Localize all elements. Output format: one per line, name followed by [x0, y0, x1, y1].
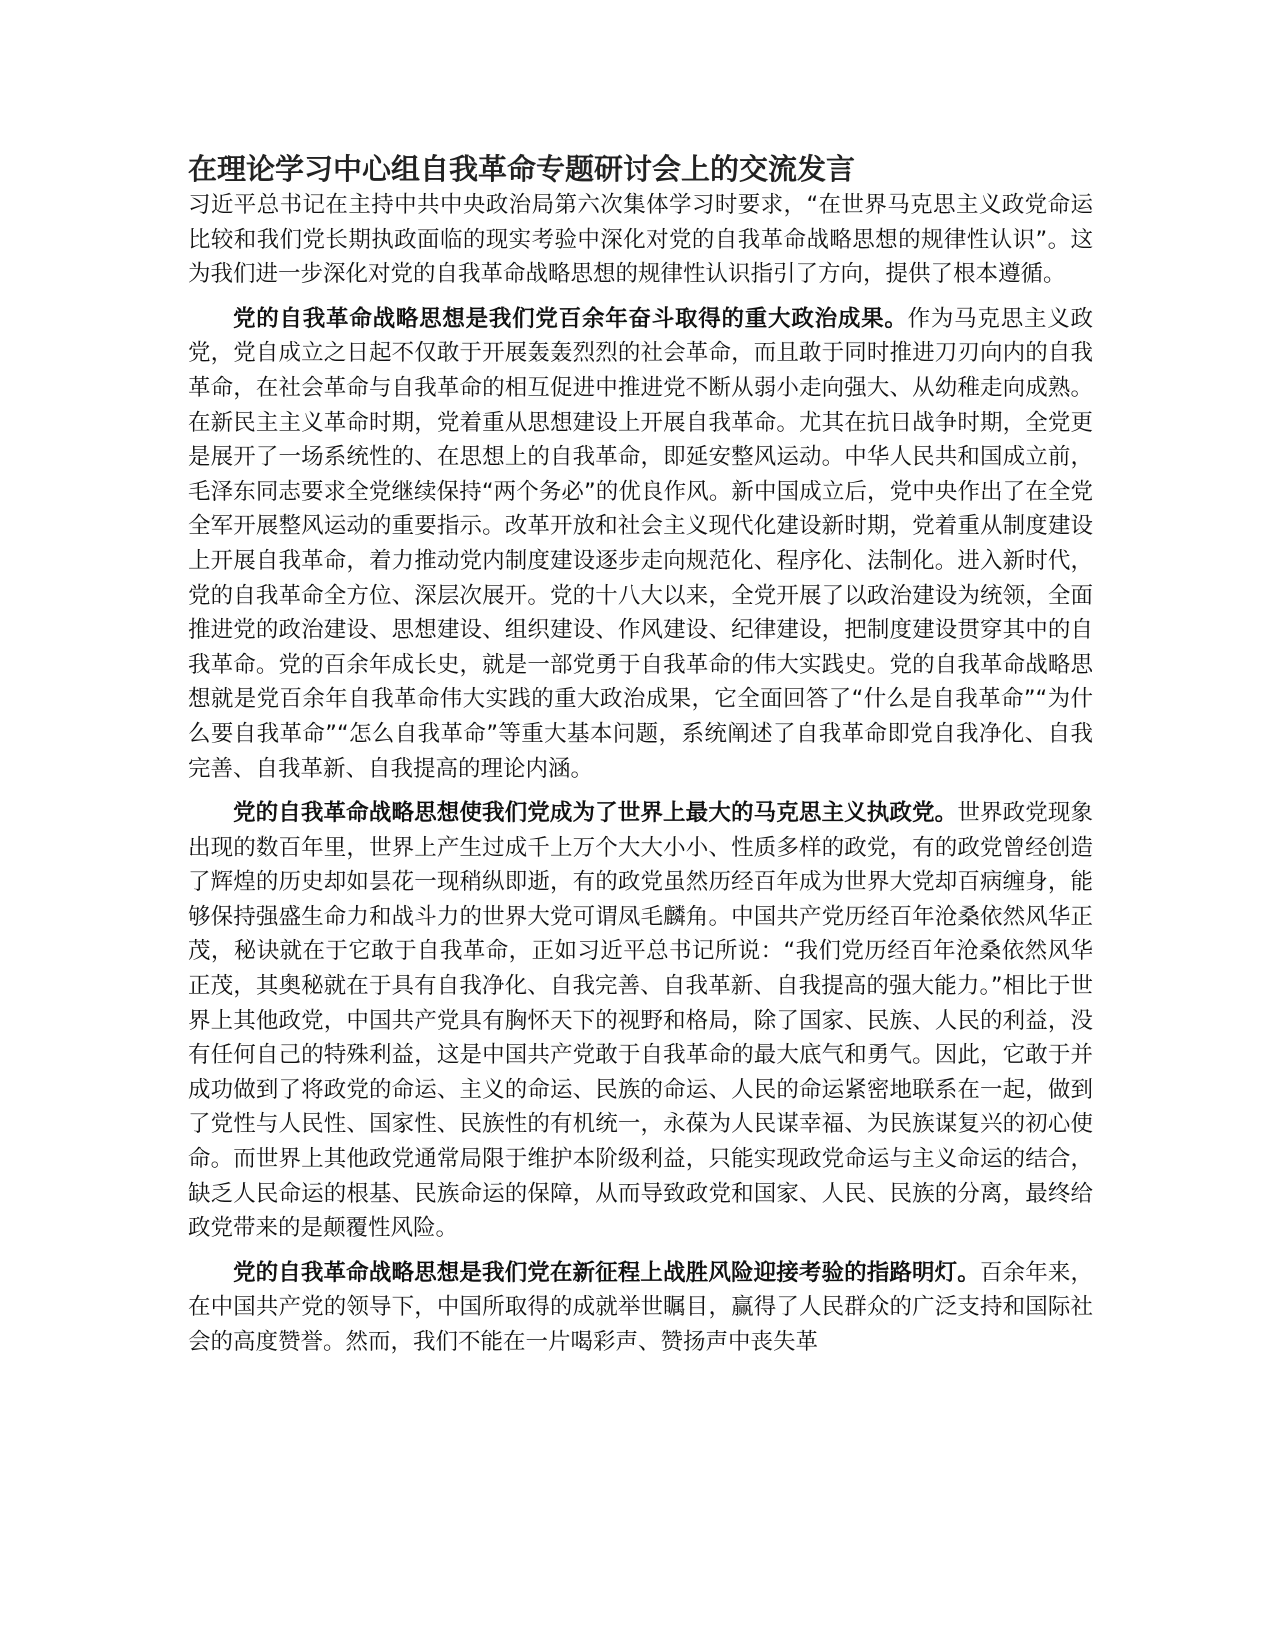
paragraph-text: 习近平总书记在主持中共中央政治局第六次集体学习时要求，“在世界马克思主义政党命运比较和我们党长期执政面临的现实考验中深化对党的自我革命战略思想的规律性认识”。这为我们进一步深化对党的自我革命战略思想的规律性认识指引了方向，提供了根本遵循。 [188, 192, 1093, 288]
paragraph-lead-sentence: 党的自我革命战略思想使我们党成为了世界上最大的马克思主义执政党。 [233, 800, 958, 827]
paragraph-section-1 [188, 302, 1093, 786]
paragraph-section-3 [188, 1256, 1093, 1360]
paragraph-intro [188, 188, 1093, 292]
paragraph-text: 百余年来，在中国共产党的领导下，中国所取得的成就举世瞩目，赢得了人民群众的广泛支持和国际社会的高度赞誉。然而，我们不能在一片喝彩声、赞扬声中丧失革 [188, 1259, 1093, 1355]
paragraph-text: 作为马克思主义政党，党自成立之日起不仅敢于开展轰轰烈烈的社会革命，而且敢于同时推进刀刃向内的自我革命，在社会革命与自我革命的相互促进中推进党不断从弱小走向强大、从幼稚走向成熟。在新民主主义革命时期，党着重从思想建设上开展自我革命。尤其在抗日战争时期，全党更是展开了一场系统性的、在思想上的自我革命，即延安整风运动。中华人民共和国成立前，毛泽东同志要求全党继续保持“两个务必”的优良作风。新中国成立后，党中央作出了在全党全军开展整风运动的重要指示。改革开放和社会主义现代化建设新时期，党着重从制度建设上开展自我革命，着力推动党内制度建设逐步走向规范化、程序化、法制化。进入新时代，党的自我革命全方位、深层次展开。党的十八大以来，全党开展了以政治建设为统领，全面推进党的政治建设、思想建设、组织建设、作风建设、纪律建设，把制度建设贯穿其中的自我革命。党的百余年成长史，就是一部党勇于自我革命的伟大实践史。党的自我革命战略思想就是党百余年自我革命伟大实践的重大政治成果，它全面回答了“什么是自我革命”“为什么要自我革命”“怎么自我革命”等重大基本问题，系统阐述了自我革命即党自我净化、自我完善、自我革新、自我提高的理论内涵。 [188, 305, 1093, 782]
paragraph-text: 世界政党现象出现的数百年里，世界上产生过成千上万个大大小小、性质多样的政党，有的政党曾经创造了辉煌的历史却如昙花一现稍纵即逝，有的政党虽然历经百年成为世界大党却百病缠身，能够保持强盛生命力和战斗力的世界大党可谓凤毛麟角。中国共产党历经百年沧桑依然风华正茂，秘诀就在于它敢于自我革命，正如习近平总书记所说：“我们党历经百年沧桑依然风华正茂，其奥秘就在于具有自我净化、自我完善、自我革新、自我提高的强大能力。”相比于世界上其他政党，中国共产党具有胸怀天下的视野和格局，除了国家、民族、人民的利益，没有任何自己的特殊利益，这是中国共产党敢于自我革命的最大底气和勇气。因此，它敢于并成功做到了将政党的命运、主义的命运、民族的命运、人民的命运紧密地联系在一起，做到了党性与人民性、国家性、民族性的有机统一，永葆为人民谋幸福、为民族谋复兴的初心使命。而世界上其他政党通常局限于维护本阶级利益，只能实现政党命运与主义命运的结合，缺乏人民命运的根基、民族命运的保障，从而导致政党和国家、人民、民族的分离，最终给政党带来的是颠覆性风险。 [188, 800, 1093, 1242]
paragraph-section-2 [188, 796, 1093, 1246]
document-title: 在理论学习中心组自我革命专题研讨会上的交流发言 [188, 152, 856, 186]
paragraph-lead-sentence: 党的自我革命战略思想是我们党在新征程上战胜风险迎接考验的指路明灯。 [233, 1259, 980, 1286]
paragraph-lead-sentence: 党的自我革命战略思想是我们党百余年奋斗取得的重大政治成果。 [233, 305, 908, 332]
document-page [188, 150, 1093, 1370]
